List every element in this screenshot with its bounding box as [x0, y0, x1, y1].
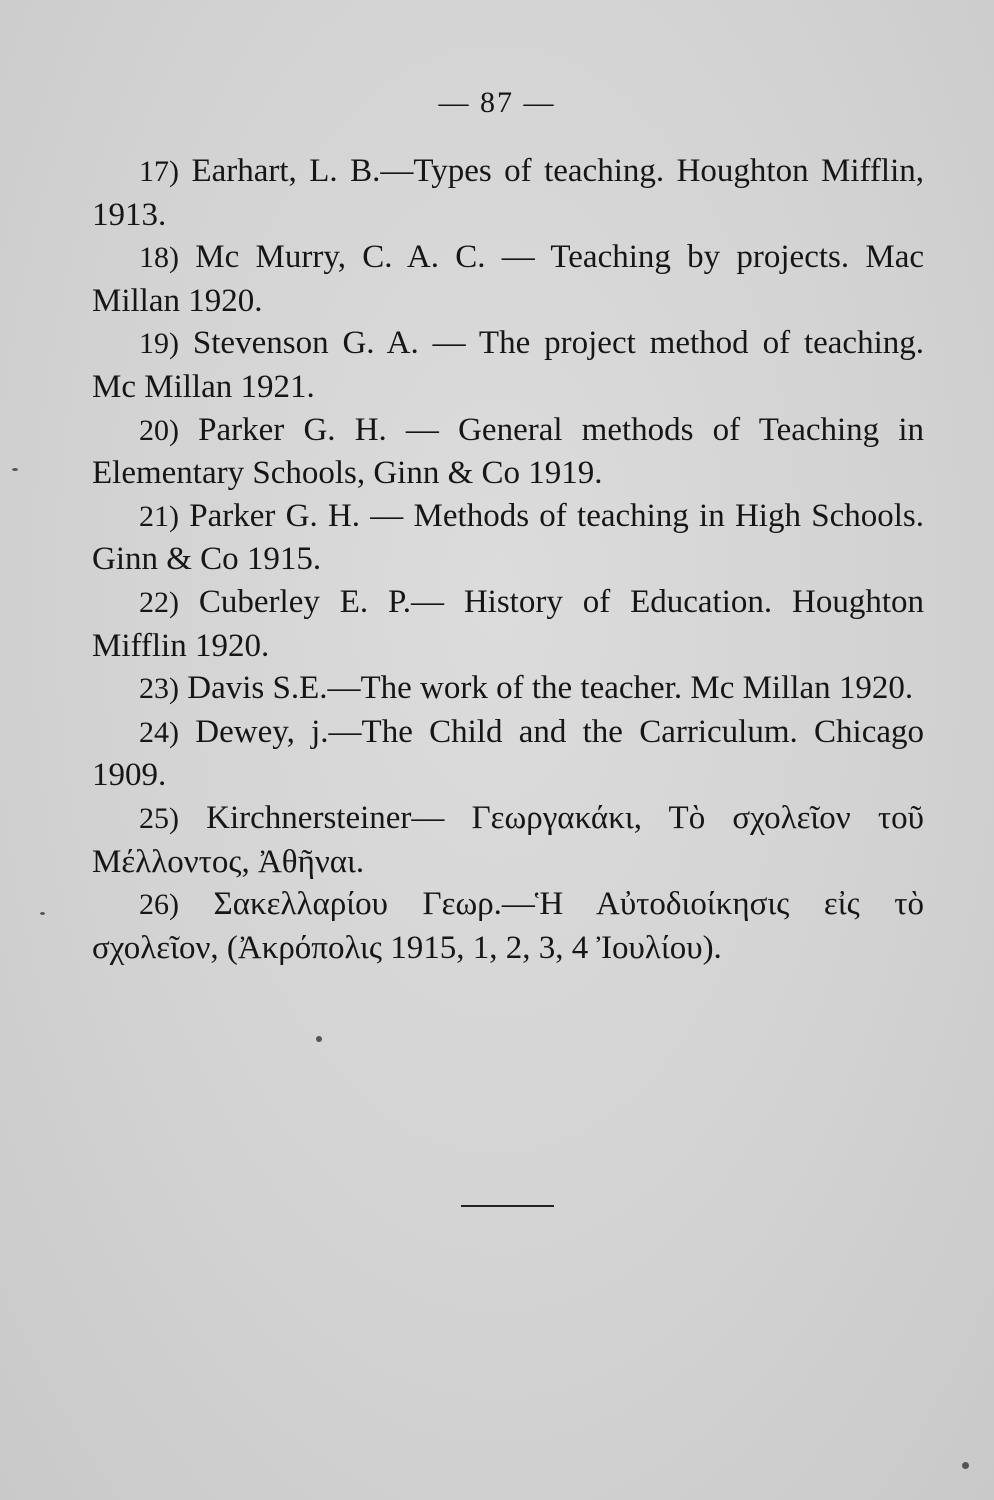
reference-item — [92, 236, 924, 322]
reference-text: Kirchnersteiner— Γεωργακάκι, Τὸ σχολεῖον τοῦ Μέλλοντος, Ἀθῆναι. — [92, 799, 924, 880]
reference-item — [92, 797, 924, 883]
reference-item — [92, 667, 924, 711]
reference-number: 17) — [139, 155, 179, 188]
reference-number: 23) — [139, 672, 179, 706]
end-rule — [461, 1205, 554, 1207]
page-number: — 87 — — [438, 86, 556, 119]
paper-speck — [40, 912, 45, 915]
reference-item — [92, 495, 924, 581]
reference-item — [92, 883, 924, 969]
reference-number: 21) — [139, 499, 179, 533]
reference-item — [92, 322, 924, 408]
reference-item — [92, 581, 924, 667]
reference-text: Davis S.E.—The work of the teacher. Mc Millan 1920. — [187, 670, 914, 707]
reference-text: Dewey, j.—The Child and the Carriculum. Chicago 1909. — [92, 713, 925, 794]
paper-speck — [12, 468, 18, 471]
reference-text: Parker G. H. — Methods of teaching in High Schools. Ginn & Co 1915. — [92, 497, 924, 578]
reference-text: Cuberley E. P.— History of Education. Houghton Mifflin 1920. — [92, 583, 925, 664]
paper-speck — [316, 1036, 322, 1042]
reference-number: 20) — [139, 413, 179, 447]
reference-number: 22) — [139, 585, 179, 619]
reference-item — [92, 409, 924, 495]
reference-number: 26) — [139, 888, 179, 922]
reference-item — [92, 150, 924, 236]
reference-item — [92, 711, 924, 797]
reference-text: Earhart, L. B.—Types of teaching. Houghton Mifflin, 1913. — [92, 153, 925, 233]
reference-text: Mc Murry, C. A. C. — Teaching by projects. Mac Millan 1920. — [92, 239, 925, 319]
reference-number: 18) — [139, 241, 179, 275]
reference-list — [92, 150, 924, 969]
reference-number: 19) — [139, 327, 179, 361]
reference-number: 24) — [139, 715, 179, 749]
reference-text: Σακελλαρίου Γεωρ.—Ἡ Αὐτοδιοίκησις εἰς τὸ σχολεῖον, (Ἀκρόπολις 1915, 1, 2, 3, 4 Ἰουλίου). — [92, 886, 925, 966]
reference-text: Parker G. H. — General methods of Teaching in Elementary Schools, Ginn & Co 1919. — [92, 411, 925, 492]
reference-number: 25) — [139, 801, 179, 835]
paper-speck — [962, 1462, 969, 1469]
reference-text: Stevenson G. A. — The project method of teaching. Mc Millan 1921. — [92, 325, 924, 405]
